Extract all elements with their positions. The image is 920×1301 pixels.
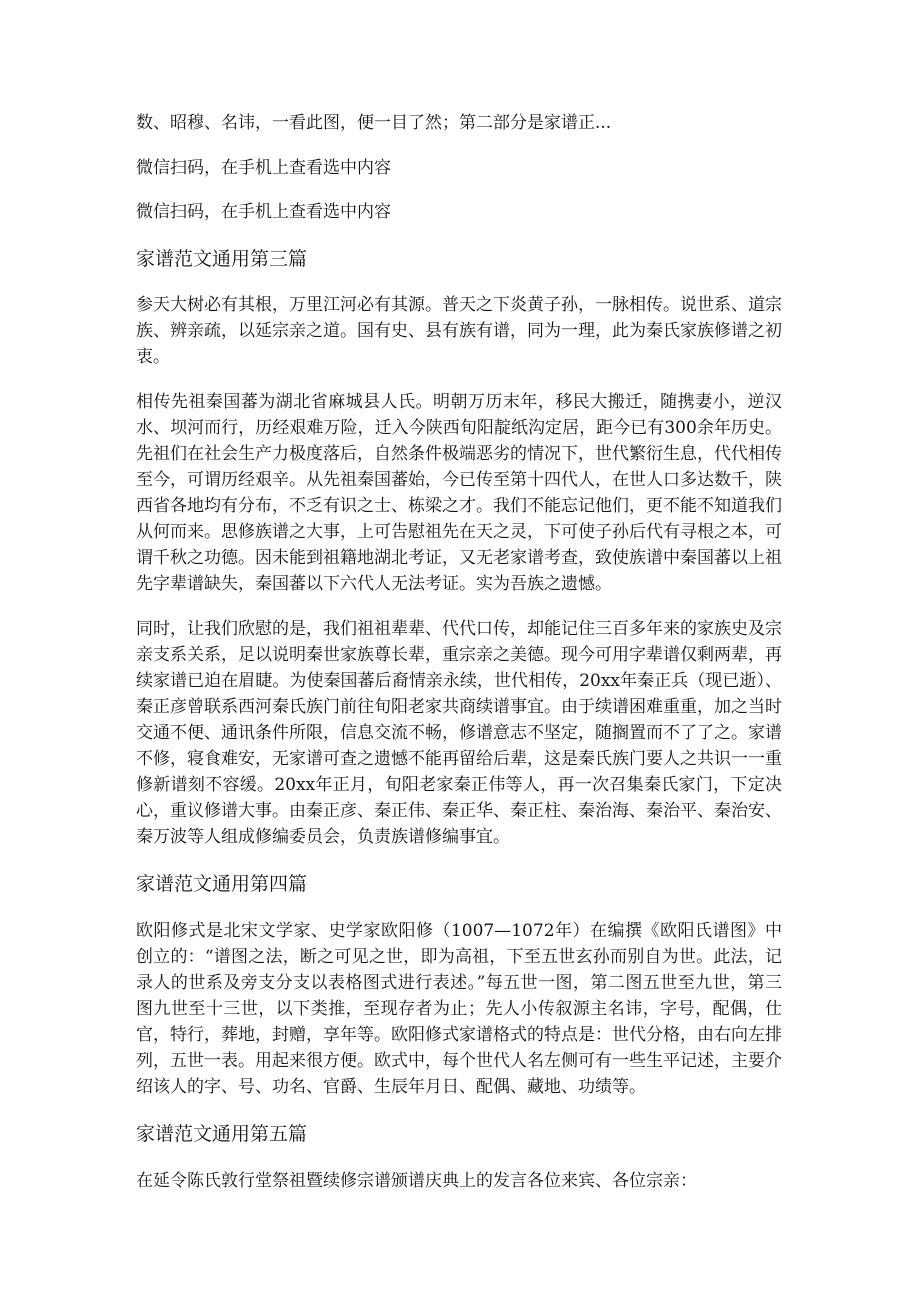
wechat-scan-note-repeat: 微信扫码，在手机上查看选中内容 <box>136 202 391 222</box>
document-page <box>136 110 782 1194</box>
section-5-paragraph-1: 在延令陈氏敦行堂祭祖暨续修宗谱颁谱庆典上的发言各位来宾、各位宗亲： <box>136 1171 697 1191</box>
intro-tail-paragraph: 数、昭穆、名讳，一看此图，便一目了然；第二部分是家谱正... <box>136 113 612 133</box>
section-3-paragraph-2: 相传先祖秦国蕃为湖北省麻城县人氏。明朝万历末年，移民大搬迁，随携妻小，逆汉水、坝河而行，历经艰难万险，迁入今陕西旬阳靛纸沟定居，距今已有300余年历史。先祖们在社会生产力极度落后，自然条件极端恶劣的情况下，世代繁衍生息，代代相传至今，可谓历经艰辛。从先祖秦国蕃始，今已传至第十四代人，在世人口多达数千，陕西省各地均有分布，不乏有识之士、栋梁之才。我们不能忘记他们，更不能不知道我们从何而来。思修族谱之大事，上可告慰祖先在天之灵，下可使子孙后代有寻根之本，可谓千秋之功德。因未能到祖籍地湖北考证，又无老家谱考查，致使族谱中秦国蕃以上祖先字辈谱缺失，秦国蕃以下六代人无法考证。实为吾族之遗憾。 <box>136 392 782 594</box>
section-3-paragraph-3: 同时，让我们欣慰的是，我们祖祖辈辈、代代口传，却能记住三百多年来的家族史及宗亲支系关系，足以说明秦世家族尊长辈，重宗亲之美德。现今可用字辈谱仅剩两辈，再续家谱已迫在眉睫。为使秦国蕃后裔情亲永续，世代相传，20xx年秦正兵（现已逝）、秦正彦曾联系西河秦氏族门前往旬阳老家共商续谱事宜。由于续谱困难重重，加之当时交通不便、通讯条件所限，信息交流不畅，修谱意志不坚定，随搁置而不了了之。家谱不修，寝食难安，无家谱可查之遗憾不能再留给后辈，这是秦氏族门要人之共识一一重修新谱刻不容缓。20xx年正月，旬阳老家秦正伟等人，再一次召集秦氏家门，下定决心，重议修谱大事。由秦正彦、秦正伟、秦正华、秦正柱、秦治海、秦治平、秦治安、秦万波等人组成修编委员会，负责族谱修编事宜。 <box>136 619 782 847</box>
section-4-paragraph-1: 欧阳修式是北宋文学家、史学家欧阳修（1007—1072年）在编撰《欧阳氏谱图》中创立的：“谱图之法，断之可见之世，即为高祖，下至五世玄孙而别自为世。此法，记录人的世系及旁支分支以表格图式进行表述。”每五世一图，第二图五世至九世，第三图九世至十三世，以下类推，至现存者为止；先人小传叙源主名讳，字号，配偶，仕官，特行，葬地，封赠，享年等。欧阳修式家谱格式的特点是：世代分格，由右向左排列，五世一表。用起来很方便。欧式中，每个世代人名左侧可有一些生平记述，主要介绍该人的字、号、功名、官爵、生辰年月日、配偶、藏地、功绩等。 <box>136 921 782 1097</box>
section-3-paragraph-1: 参天大树必有其根，万里江河必有其源。普天之下炎黄子孙，一脉相传。说世系、道宗族、辨亲疏，以延宗亲之道。国有史、县有族有谱，同为一理，此为秦氏家族修谱之初衷。 <box>136 295 782 367</box>
section-heading-fourth: 家谱范文通用第四篇 <box>136 873 308 895</box>
wechat-scan-note: 微信扫码，在手机上查看选中内容 <box>136 158 391 178</box>
section-heading-fifth: 家谱范文通用第五篇 <box>136 1123 308 1145</box>
section-heading-third: 家谱范文通用第三篇 <box>136 248 308 270</box>
